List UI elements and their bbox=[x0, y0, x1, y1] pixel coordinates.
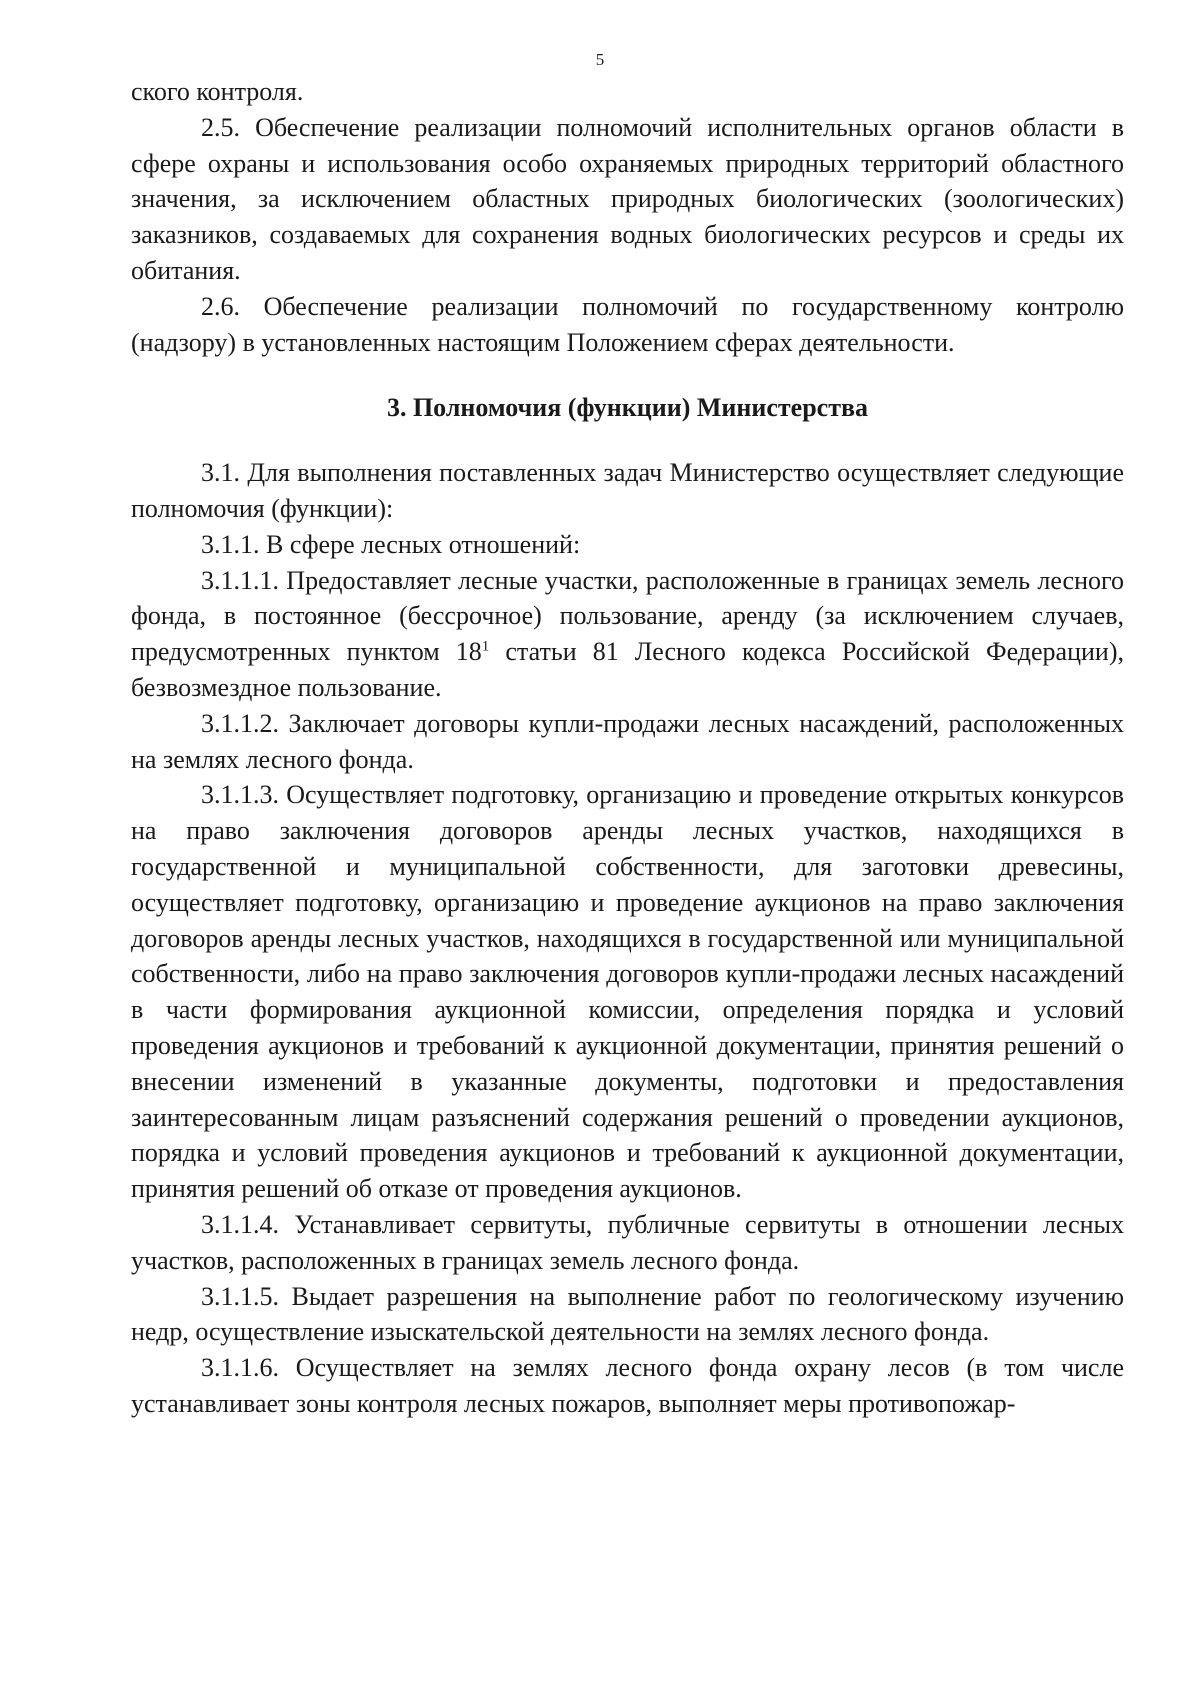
paragraph-3-1-1-1-text-after: статьи 81 Лесного кодекса Российской Федерации), безвозмездное пользование. bbox=[131, 637, 1124, 702]
paragraph-3-1-1-1 bbox=[131, 563, 1124, 706]
paragraph-3-1-1-2: 3.1.1.2. Заключает договоры купли-продажи лесных насаждений, расположенных на землях лесного фонда. bbox=[131, 708, 1124, 774]
paragraph-3-1-1-5: 3.1.1.5. Выдает разрешения на выполнение работ по геологическому изучению недр, осуществление изыскательской деятельности на землях лесного фонда. bbox=[131, 1281, 1124, 1347]
paragraph-3-1-1-6: 3.1.1.6. Осуществляет на землях лесного фонда охрану лесов (в том числе устанавливает зоны контроля лесных пожаров, выполняет меры противопожар- bbox=[131, 1353, 1124, 1418]
document-body bbox=[131, 74, 1124, 1422]
paragraph-3-1: 3.1. Для выполнения поставленных задач Министерство осуществляет следующие полномочия (функции): bbox=[131, 458, 1124, 523]
paragraph-3-1-1-4: 3.1.1.4. Устанавливает сервитуты, публичные сервитуты в отношении лесных участков, расположенных в границах земель лесного фонда. bbox=[131, 1209, 1124, 1275]
paragraph-3-1-1-3: 3.1.1.3. Осуществляет подготовку, организацию и проведение открытых конкурсов на право заключения договоров аренды лесных участков, находящихся в государственной и муниципальной собственности, для заготовки древесины, осуществляет подготовку, организацию и проведение аукционов на право заключения договоров аренды лесных участков, находящихся в государственной или муниципальной собственности, либо на право заключения договоров купли-продажи лесных насаждений в части формирования аукционной комиссии, определения порядка и условий проведения аукционов и требований к аукционной документации, принятия решений о внесении изменений в указанные документы, подготовки и предоставления заинтересованным лицам разъяснений содержания решений о проведении аукционов, порядка и условий проведения аукционов и требований к аукционной документации, принятия решений об отказе от проведения аукционов. bbox=[131, 780, 1124, 1204]
paragraph-2-6: 2.6. Обеспечение реализации полномочий по государственному контролю (надзору) в установленных настоящим Положением сферах деятельности. bbox=[131, 291, 1124, 357]
paragraph-3-1-1: 3.1.1. В сфере лесных отношений: bbox=[201, 529, 581, 559]
paragraph-continuation: ского контроля. bbox=[131, 77, 304, 106]
section-title: 3. Полномочия (функции) Министерства bbox=[386, 393, 869, 423]
paragraph-3-1-1-1-text-before: 3.1.1.1. Предоставляет лесные участки, расположенные в границах земель лесного фонда, в постоянное (бессрочное) пользование, аренду (за исключением случаев, предусмотренных пунктом 18 bbox=[131, 565, 1124, 667]
paragraph-2-5: 2.5. Обеспечение реализации полномочий исполнительных органов области в сфере охраны и использования особо охраняемых природных территорий областного значения, за исключением областных природных биологических (зоологических) заказников, создаваемых для сохранения водных биологических ресурсов и среды их обитания. bbox=[131, 112, 1124, 285]
superscript-footnote: 1 bbox=[481, 638, 490, 655]
page-number: 5 bbox=[595, 50, 605, 69]
